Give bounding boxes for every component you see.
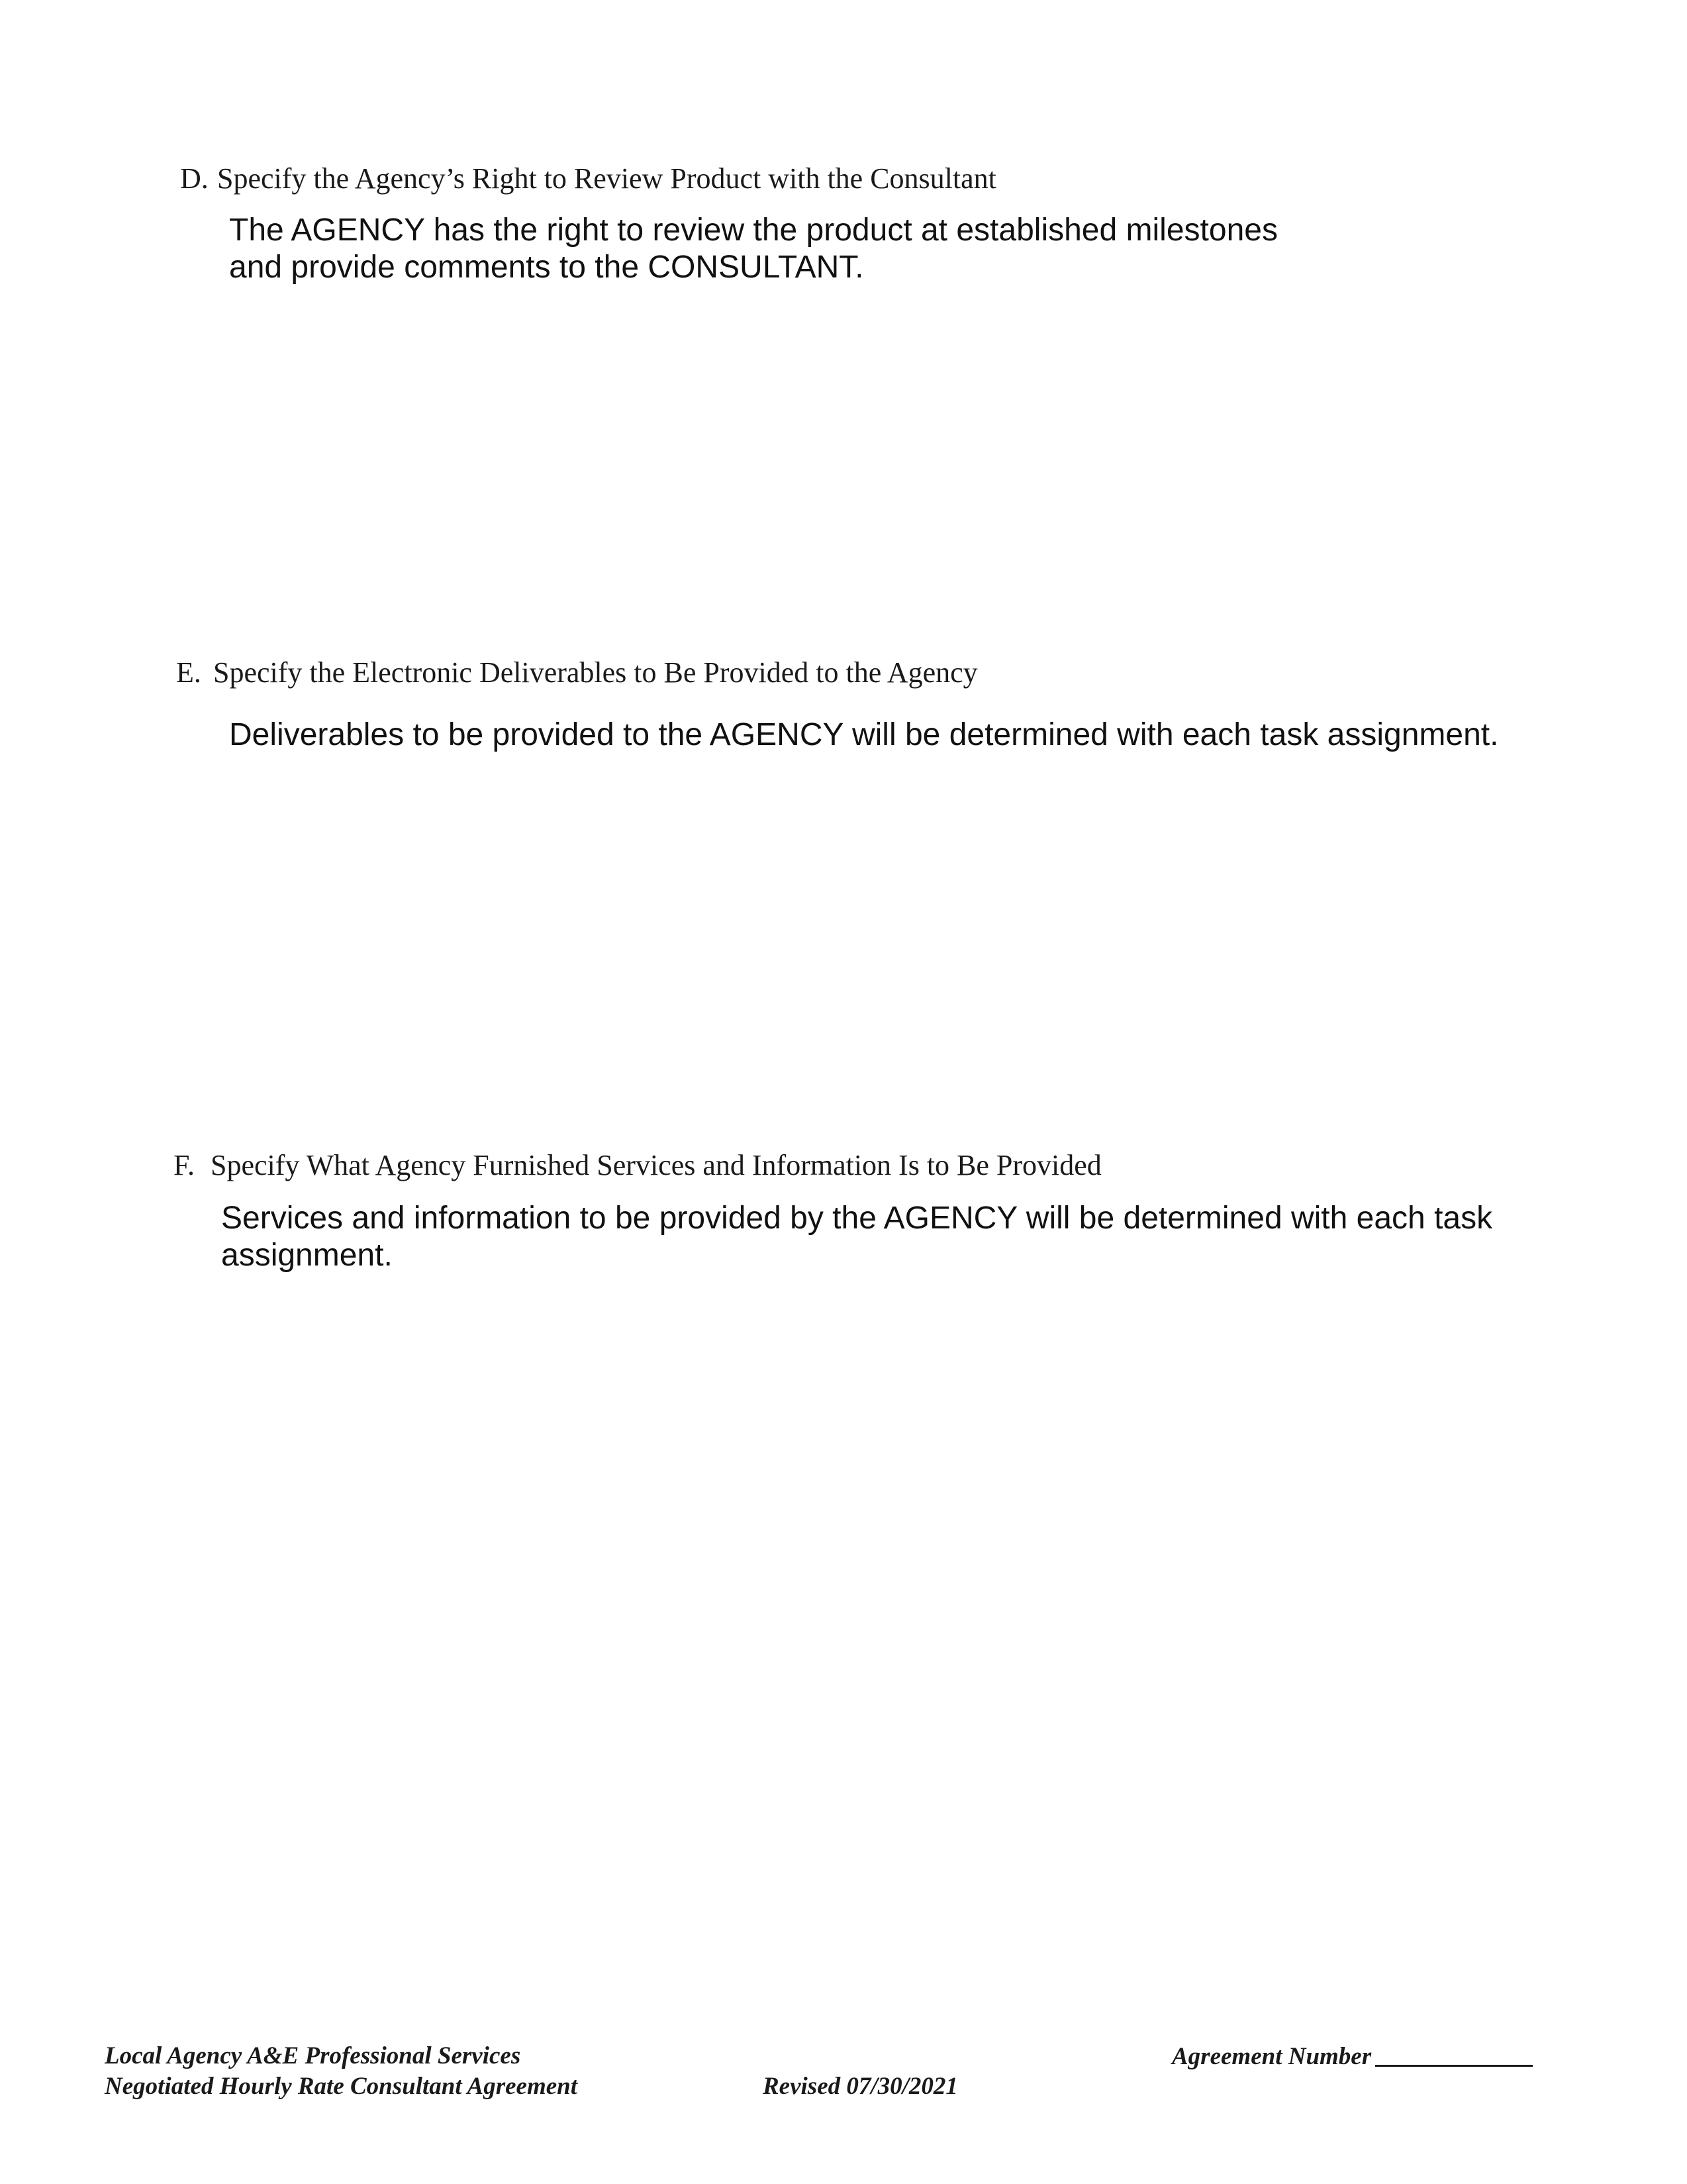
section-e-body-line-1: Deliverables to be provided to the AGENCY will be determined with each task assignment. [229, 717, 1499, 752]
footer-line-1: Local Agency A&E Professional Services [105, 2042, 521, 2069]
section-d-body-line-2: and provide comments to the CONSULTANT. [229, 250, 864, 285]
section-f-body [221, 1200, 1492, 1274]
section-f-letter: F. [173, 1149, 195, 1181]
section-e-title: Specify the Electronic Deliverables to Be Provided to the Agency [213, 656, 978, 689]
footer-revised-date: Revised 07/30/2021 [763, 2073, 958, 2100]
agreement-number-label: Agreement Number [1172, 2043, 1372, 2070]
section-f-title: Specify What Agency Furnished Services and Information Is to Be Provided [211, 1149, 1102, 1181]
footer-line-2: Negotiated Hourly Rate Consultant Agreement [105, 2073, 578, 2100]
section-d-heading [180, 162, 996, 196]
section-e-heading [176, 656, 978, 690]
footer-form-title [105, 2041, 577, 2102]
section-f-body-line-1: Services and information to be provided by the AGENCY will be determined with each task [221, 1201, 1493, 1236]
section-e-letter: E. [176, 656, 201, 689]
section-d-body-line-1: The AGENCY has the right to review the product at established milestones [229, 213, 1278, 248]
section-d-letter: D. [180, 162, 209, 195]
section-f-body-line-2: assignment. [221, 1238, 393, 1273]
section-d-body [229, 212, 1278, 286]
footer-agreement-number [1172, 2041, 1533, 2072]
agreement-number-blank [1375, 2041, 1533, 2067]
section-e-body [229, 717, 1498, 754]
section-f-heading [173, 1148, 1102, 1183]
section-d-title: Specify the Agency’s Right to Review Product with the Consultant [217, 162, 996, 195]
